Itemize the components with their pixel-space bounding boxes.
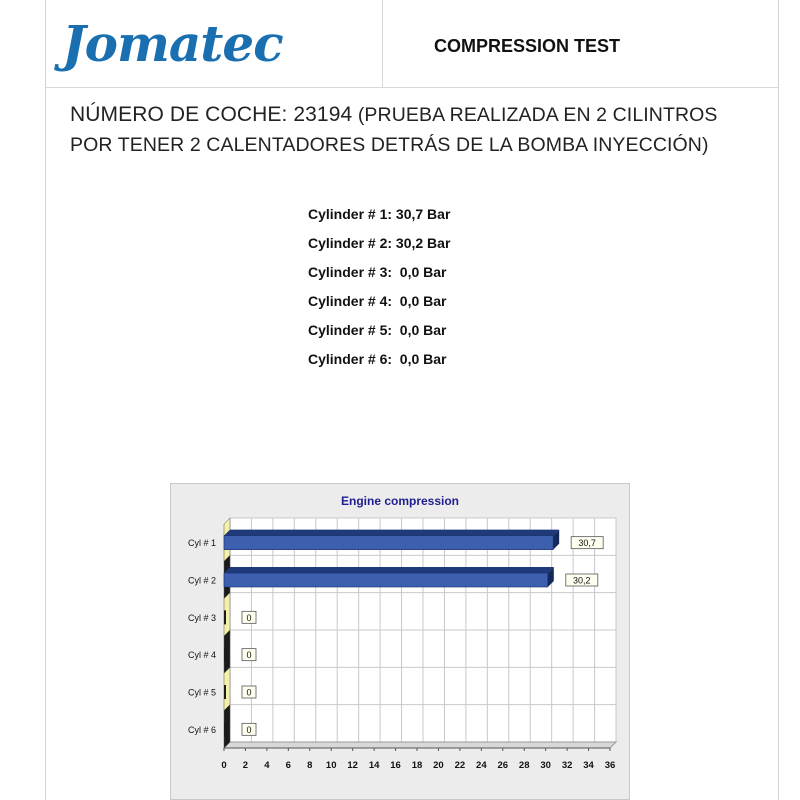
car-number: NÚMERO DE COCHE: 23194	[70, 103, 353, 126]
bar	[224, 722, 226, 736]
x-tick-label: 8	[307, 760, 313, 771]
data-label: 0	[246, 724, 252, 735]
y-tick-label: Cyl # 2	[187, 575, 216, 586]
x-tick-label: 6	[285, 760, 291, 771]
x-tick-label: 14	[368, 760, 380, 771]
x-tick-label: 24	[476, 760, 487, 771]
cylinder-reading-5: Cylinder # 5: 0,0 Bar	[308, 322, 447, 338]
y-tick-label: Cyl # 5	[187, 687, 216, 698]
data-label: 0	[246, 687, 252, 698]
bar-top	[224, 530, 559, 536]
data-label: 0	[246, 650, 252, 661]
x-tick-label: 4	[264, 760, 270, 771]
bar	[224, 685, 226, 699]
cylinder-reading-1: Cylinder # 1: 30,7 Bar	[308, 206, 451, 222]
data-label: 30,2	[573, 575, 591, 586]
test-note-line1: (PRUEBA REALIZADA EN 2 CILINTROS	[357, 104, 718, 126]
test-note-line2: POR TENER 2 CALENTADORES DETRÁS DE LA BOMBA INYECCIÓN)	[70, 134, 709, 156]
cylinder-reading-4: Cylinder # 4: 0,0 Bar	[308, 293, 447, 309]
cylinder-reading-2: Cylinder # 2: 30,2 Bar	[308, 235, 451, 251]
bar	[224, 648, 226, 662]
x-tick-label: 18	[411, 760, 423, 771]
x-tick-label: 28	[518, 760, 530, 771]
x-tick-label: 34	[583, 760, 594, 771]
y-tick-label: Cyl # 6	[187, 724, 216, 735]
cylinder-reading-3: Cylinder # 3: 0,0 Bar	[308, 264, 447, 280]
company-logo: Jomatec	[62, 14, 283, 73]
y-tick-label: Cyl # 3	[187, 612, 216, 623]
chart-title: Engine compression	[340, 494, 460, 508]
data-label: 0	[246, 612, 252, 623]
x-tick-label: 12	[347, 760, 358, 771]
x-tick-label: 0	[221, 760, 227, 771]
document-title: COMPRESSION TEST	[434, 36, 621, 56]
x-tick-label: 16	[390, 760, 401, 771]
x-tick-label: 22	[454, 760, 466, 771]
x-tick-label: 36	[604, 760, 616, 771]
bar	[224, 536, 553, 550]
x-tick-label: 30	[540, 760, 551, 771]
bar	[224, 573, 548, 587]
data-label: 30,7	[578, 538, 596, 549]
x-tick-label: 26	[497, 760, 509, 771]
bar	[224, 610, 226, 624]
x-tick-label: 20	[433, 760, 444, 771]
cylinder-reading-6: Cylinder # 6: 0,0 Bar	[308, 351, 447, 367]
x-tick-label: 2	[242, 760, 249, 771]
y-tick-label: Cyl # 4	[187, 650, 216, 661]
x-tick-label: 10	[325, 760, 337, 771]
y-tick-label: Cyl # 1	[187, 538, 216, 549]
x-tick-label: 32	[561, 760, 573, 771]
bar-top	[224, 567, 554, 573]
chart-floor	[224, 742, 616, 748]
